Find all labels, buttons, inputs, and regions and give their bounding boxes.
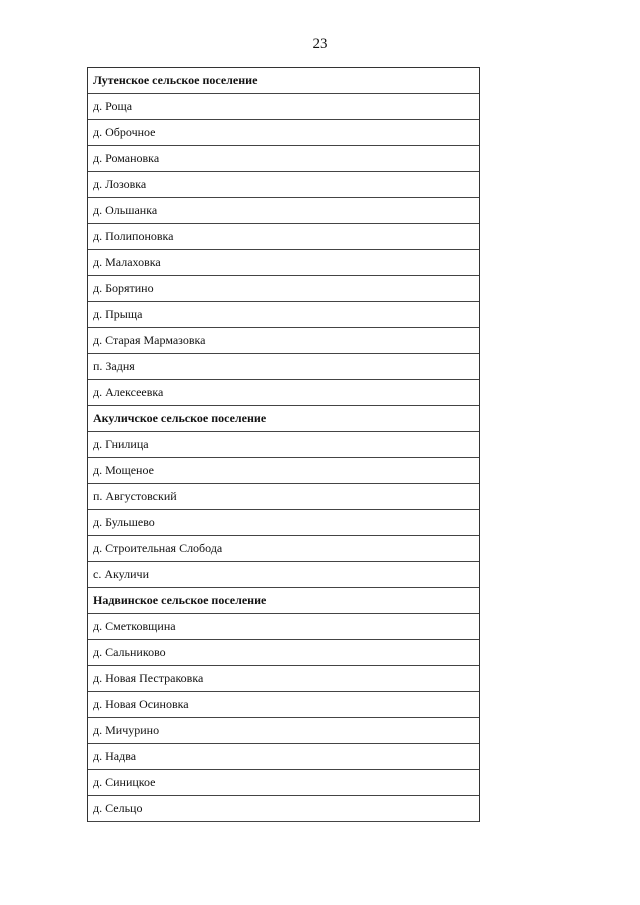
settlement-row: д. Сметковщина [88,614,479,640]
settlement-row: д. Старая Мармазовка [88,328,479,354]
settlement-row: д. Синицкое [88,770,479,796]
settlement-row: д. Роща [88,94,479,120]
settlement-row: д. Гнилица [88,432,479,458]
settlement-row: д. Строительная Слобода [88,536,479,562]
page-number: 23 [312,36,328,52]
settlement-row: д. Алексеевка [88,380,479,406]
settlement-row: д. Прыща [88,302,479,328]
settlement-row: д. Романовка [88,146,479,172]
settlement-row: д. Полипоновка [88,224,479,250]
settlement-row: п. Задня [88,354,479,380]
settlement-row: д. Мощеное [88,458,479,484]
settlement-row: п. Августовский [88,484,479,510]
settlement-row: с. Акуличи [88,562,479,588]
settlement-row: д. Сальниково [88,640,479,666]
settlement-row: д. Мичурино [88,718,479,744]
section-header-row: Надвинское сельское поселение [88,588,479,614]
settlement-row: д. Ольшанка [88,198,479,224]
settlement-row: д. Новая Осиновка [88,692,479,718]
settlement-table [87,67,480,822]
section-header-row: Лутенское сельское поселение [88,68,479,94]
settlement-row: д. Сельцо [88,796,479,822]
settlement-row: д. Борятино [88,276,479,302]
settlement-row: д. Лозовка [88,172,479,198]
section-header-row: Акуличское сельское поселение [88,406,479,432]
settlement-row: д. Бульшево [88,510,479,536]
settlement-row: д. Новая Пестраковка [88,666,479,692]
settlement-row: д. Оброчное [88,120,479,146]
settlement-row: д. Надва [88,744,479,770]
settlement-row: д. Малаховка [88,250,479,276]
